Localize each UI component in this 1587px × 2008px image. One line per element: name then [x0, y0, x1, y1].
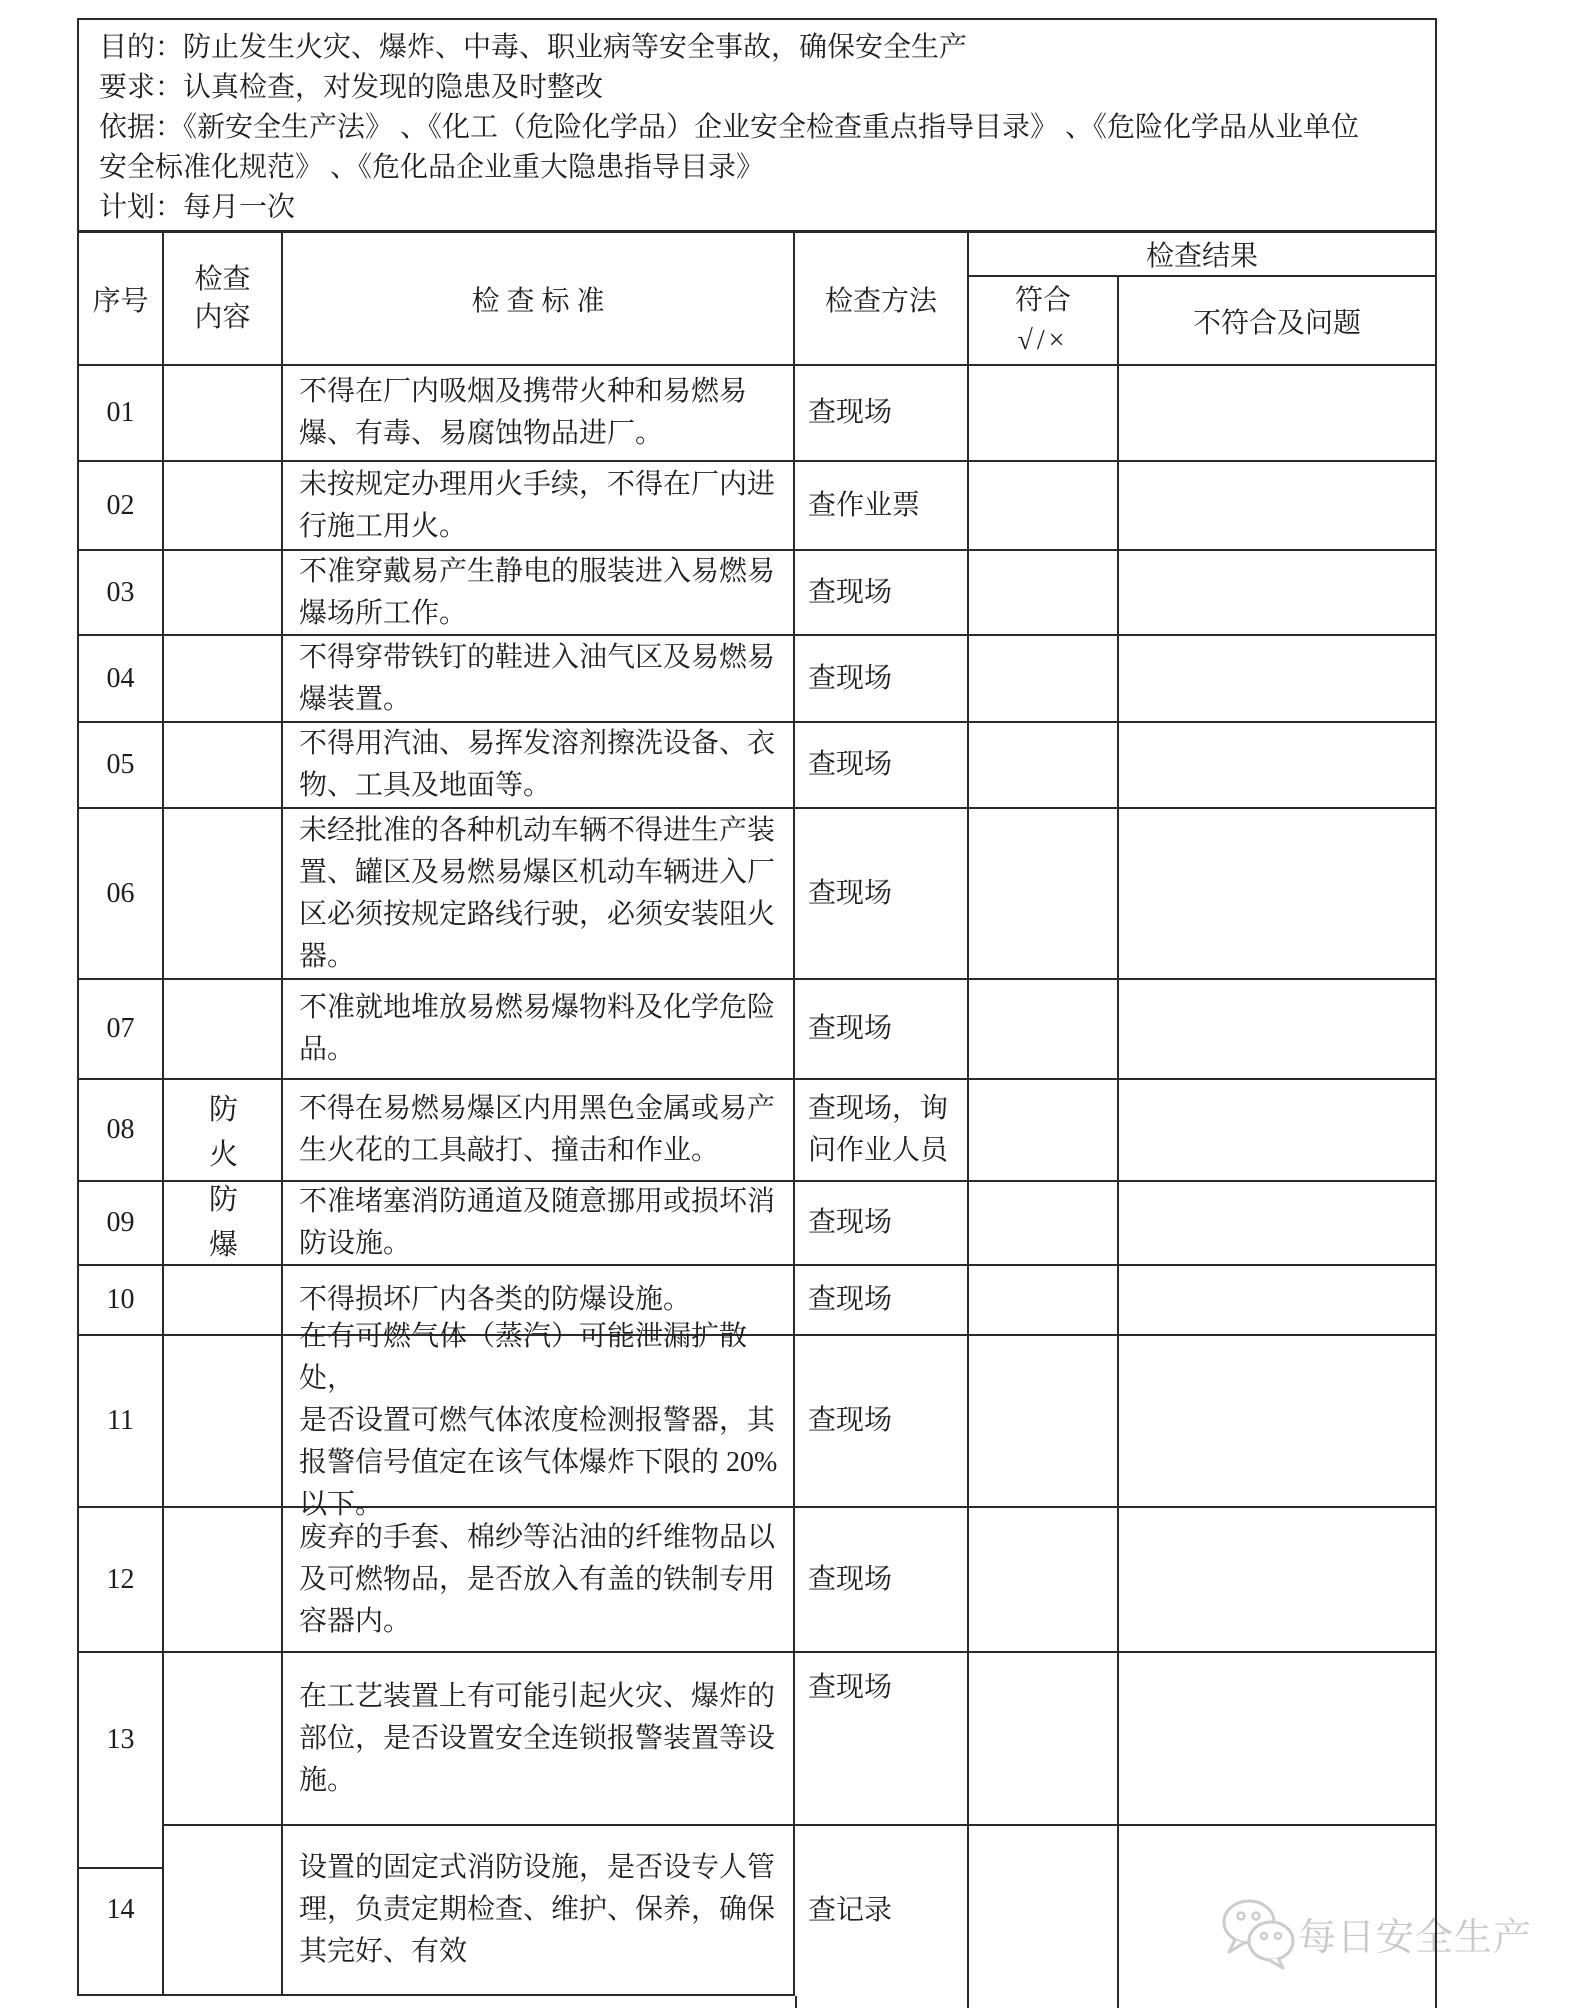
category-label: 防 火 防 爆: [208, 1094, 238, 1261]
method-cell: 查现场: [795, 551, 969, 636]
row-index-cell: 08: [77, 1080, 164, 1182]
table-bottom-stub: [77, 1996, 1437, 2008]
fail-result-cell: [1119, 1266, 1437, 1336]
fail-result-cell: [1119, 462, 1437, 551]
method-cell: 查现场: [795, 1336, 969, 1508]
row-index-cell: 04: [77, 636, 164, 723]
category-column-cell: [164, 1336, 283, 1508]
fail-result-cell: [1119, 1336, 1437, 1508]
header-no: 序号: [77, 233, 164, 366]
pass-result-cell: [969, 1182, 1119, 1266]
fail-result-cell: [1119, 1653, 1437, 1826]
table-row: [77, 636, 1437, 723]
category-column-cell: [164, 1653, 283, 1826]
table-row: [77, 980, 1437, 1080]
category-column-cell: [164, 809, 283, 980]
serial-divider-line: [77, 1867, 164, 1869]
table-header-row: [77, 233, 1437, 366]
category-column-cell: [164, 551, 283, 636]
table-row: [77, 809, 1437, 980]
row-index-cell: 01: [77, 366, 164, 462]
row-index-cell: 10: [77, 1266, 164, 1336]
document-header: [77, 18, 1437, 230]
pass-result-cell: [969, 723, 1119, 809]
header-pass: [969, 277, 1119, 364]
method-cell: 查作业票: [795, 462, 969, 551]
row-index-cell: 06: [77, 809, 164, 980]
standard-cell: 废弃的手套、棉纱等沾油的纤维物品以 及可燃物品，是否放入有盖的铁制专用 容器内。: [283, 1508, 795, 1653]
fail-result-cell: [1119, 1826, 1437, 1996]
fail-result-cell: [1119, 1080, 1437, 1182]
fail-result-cell: [1119, 366, 1437, 462]
method-cell: 查现场: [795, 1182, 969, 1266]
standard-cell: 在有可燃气体（蒸汽）可能泄漏扩散处， 是否设置可燃气体浓度检测报警器，其 报警信号值定在该气体爆炸下限的 20% 以下。: [283, 1336, 795, 1508]
method-cell: 查现场: [795, 1266, 969, 1336]
intro-line-plan: 计划：每月一次: [99, 192, 296, 223]
method-cell: 查现场: [795, 1508, 969, 1653]
header-result: 检查结果: [969, 233, 1435, 277]
header-pass-marks: √/×: [1017, 324, 1069, 356]
pass-result-cell: [969, 1826, 1119, 1996]
standard-cell: 不得损坏厂内各类的防爆设施。: [283, 1266, 795, 1336]
fail-result-cell: [1119, 1182, 1437, 1266]
method-cell: 查现场: [795, 980, 969, 1080]
standard-cell: 在工艺装置上有可能引起火灾、爆炸的 部位，是否设置安全连锁报警装置等设 施。: [283, 1653, 795, 1826]
row-index-cell: 05: [77, 723, 164, 809]
method-cell: 查现场: [795, 1653, 969, 1826]
intro-line-require: 要求：认真检查，对发现的隐患及时整改: [99, 72, 604, 103]
table-row: [77, 462, 1437, 551]
row-index-cell: 09: [77, 1182, 164, 1266]
pass-result-cell: [969, 1653, 1119, 1826]
grid-line-stub: [795, 1996, 969, 2008]
method-cell: 查现场: [795, 366, 969, 462]
fail-result-cell: [1119, 636, 1437, 723]
category-column-cell: [164, 462, 283, 551]
category-column-cell: [164, 1508, 283, 1653]
standard-cell: 未经批准的各种机动车辆不得进生产装 置、罐区及易燃易爆区机动车辆进入厂 区必须按规定路线行驶，必须安装阻火 器。: [283, 809, 795, 980]
standard-cell: 不得穿带铁钉的鞋进入油气区及易燃易 爆装置。: [283, 636, 795, 723]
intro-line-purpose: 目的：防止发生火灾、爆炸、中毒、职业病等安全事故，确保安全生产: [99, 32, 968, 63]
inspection-table: [77, 230, 1437, 2008]
standard-cell: 不准穿戴易产生静电的服装进入易燃易 爆场所工作。: [283, 551, 795, 636]
method-cell: 查现场，询 问作业人员: [795, 1080, 969, 1182]
fail-result-cell: [1119, 723, 1437, 809]
pass-result-cell: [969, 980, 1119, 1080]
header-method: 检查方法: [795, 233, 969, 366]
pass-result-cell: [969, 366, 1119, 462]
category-column-cell: [164, 1266, 283, 1336]
fail-result-cell: [1119, 809, 1437, 980]
standard-cell: 不得用汽油、易挥发溶剂擦洗设备、衣 物、工具及地面等。: [283, 723, 795, 809]
pass-result-cell: [969, 462, 1119, 551]
method-cell: 查记录: [795, 1826, 969, 1996]
method-cell: 查现场: [795, 809, 969, 980]
header-standard: 检 查 标 准: [283, 233, 795, 366]
category-column-cell: [164, 636, 283, 723]
table-row: [77, 366, 1437, 462]
header-content-label: 检查内容: [194, 263, 251, 333]
grid-line-stub: [77, 1996, 795, 2008]
pass-result-cell: [969, 1266, 1119, 1336]
pass-result-cell: [969, 1508, 1119, 1653]
row-index-cell: 07: [77, 980, 164, 1080]
table-row: [77, 1826, 1437, 1996]
grid-line-stub: [969, 1996, 1119, 2008]
row-index-cell: 12: [77, 1508, 164, 1653]
pass-result-cell: [969, 636, 1119, 723]
fail-result-cell: [1119, 980, 1437, 1080]
intro-line-basis-2: 安全标准化规范》 、《危化品企业重大隐患指导目录》: [99, 152, 765, 183]
category-column-cell: [164, 1826, 283, 1996]
category-column-cell: [164, 980, 283, 1080]
standard-cell: 不准堵塞消防通道及随意挪用或损坏消 防设施。: [283, 1182, 795, 1266]
row-index-cell: 11: [77, 1336, 164, 1508]
fail-result-cell: [1119, 551, 1437, 636]
standard-cell: 不得在厂内吸烟及携带火种和易燃易 爆、有毒、易腐蚀物品进厂。: [283, 366, 795, 462]
watermark-text: 每日安全生产: [1298, 1916, 1533, 1959]
method-cell: 查现场: [795, 636, 969, 723]
pass-result-cell: [969, 1080, 1119, 1182]
method-cell: 查现场: [795, 723, 969, 809]
pass-result-cell: [969, 1336, 1119, 1508]
standard-cell: 设置的固定式消防设施，是否设专人管 理，负责定期检查、维护、保养，确保 其完好、有效: [283, 1826, 795, 1996]
category-column-cell: [164, 366, 283, 462]
row-index-cell: 13: [77, 1653, 164, 1826]
header-fail: 不符合及问题: [1192, 307, 1361, 339]
row-index-cell: 14: [77, 1826, 164, 1996]
row-index-cell: 02: [77, 462, 164, 551]
table-row: [77, 551, 1437, 636]
standard-cell: 不准就地堆放易燃易爆物料及化学危险 品。: [283, 980, 795, 1080]
fail-result-cell: [1119, 1508, 1437, 1653]
standard-cell: 不得在易燃易爆区内用黑色金属或易产 生火花的工具敲打、撞击和作业。: [283, 1080, 795, 1182]
header-content: [164, 233, 283, 366]
grid-line-stub: [1119, 1996, 1437, 2008]
pass-result-cell: [969, 551, 1119, 636]
table-row: [77, 723, 1437, 809]
header-pass-label: 符合: [1014, 284, 1071, 316]
pass-result-cell: [969, 809, 1119, 980]
header-result-subrow: [969, 277, 1435, 364]
category-column-cell: [164, 723, 283, 809]
row-index-cell: 03: [77, 551, 164, 636]
table-row: [77, 1653, 1437, 1826]
header-result-group: [969, 233, 1437, 366]
standard-cell: 未按规定办理用火手续，不得在厂内进 行施工用火。: [283, 462, 795, 551]
table-row: [77, 1321, 1437, 1520]
intro-line-basis-1: 依据：《新安全生产法》 、《化工（危险化学品）企业安全检查重点指导目录》 、《危险化学品从业单位: [99, 112, 1360, 143]
table-row: [77, 1508, 1437, 1653]
